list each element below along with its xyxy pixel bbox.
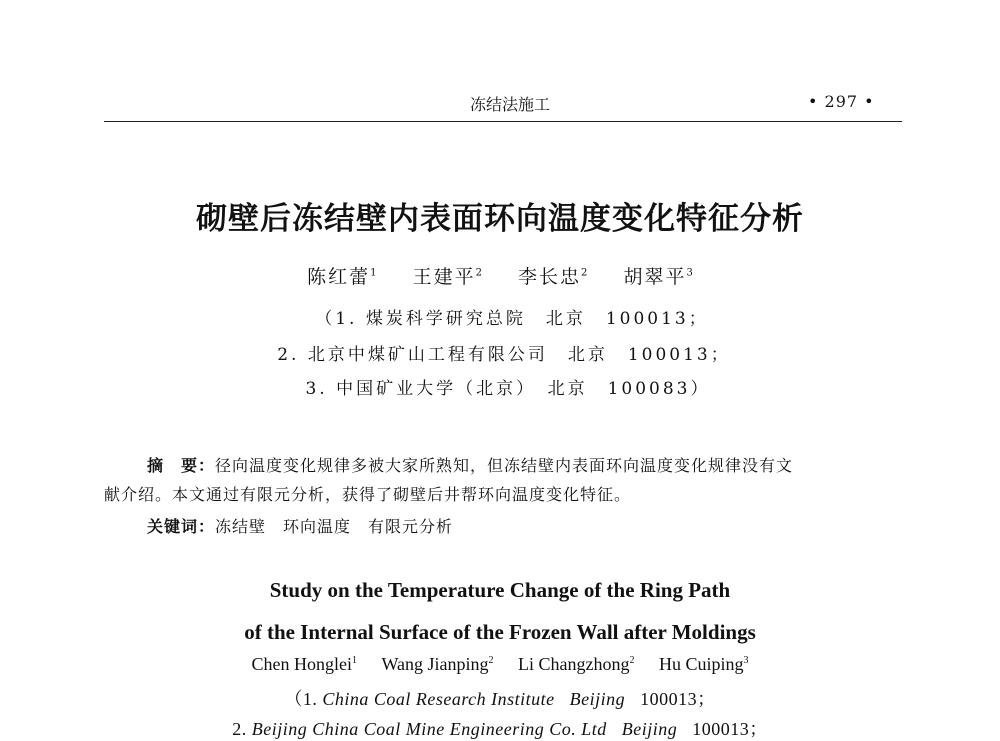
english-author-list: [0, 654, 1000, 675]
english-title-line-1: Study on the Temperature Change of the Ring Path: [269, 578, 731, 602]
paper-title: 砌壁后冻结壁内表面环向温度变化特征分析: [196, 201, 804, 237]
english-affiliation-2: 2. Beijing China Coal Mine Engineering Co. Ltd Beijing 100013；: [232, 719, 768, 739]
author-list: [0, 262, 1000, 289]
abstract-line-2: 献介绍。本文通过有限元分析，获得了砌壁后井帮环向温度变化特征。: [104, 485, 632, 504]
english-title-line-2: of the Internal Surface of the Frozen Wall after Moldings: [244, 620, 756, 644]
keywords: 关键词：冻结壁 环向温度 有限元分析: [147, 517, 454, 536]
abstract-label: 摘 要：: [147, 456, 216, 475]
affiliation-1: （1. 煤炭科学研究总院 北京 100013；: [315, 309, 709, 329]
author: 胡翠平$^3$: [623, 266, 693, 288]
english-author: Wang Jianping$^2$: [381, 654, 494, 674]
running-header-section: 冻结法施工: [469, 95, 550, 114]
english-author: Li Changzhong$^2$: [518, 654, 635, 674]
english-author: Chen Honglei$^1$: [251, 654, 357, 674]
author: 李长忠$^2$: [518, 266, 588, 288]
english-affiliation-1: （1. China Coal Research Institute Beijing 100013；: [284, 689, 716, 709]
affiliation-3: 3. 中国矿业大学（北京） 北京 100083）: [305, 379, 711, 399]
abstract-line-1: 摘 要：径向温度变化规律多被大家所熟知，但冻结壁内表面环向温度变化规律没有文: [147, 456, 794, 475]
page-number: • 297 •: [808, 92, 875, 111]
keywords-label: 关键词：: [147, 517, 216, 536]
english-author: Hu Cuiping$^3$: [659, 654, 749, 674]
header-rule: [104, 121, 902, 122]
author: 王建平$^2$: [412, 266, 482, 288]
affiliation-2: 2. 北京中煤矿山工程有限公司 北京 100013；: [277, 345, 731, 365]
author: 陈红蕾$^1$: [307, 266, 377, 288]
